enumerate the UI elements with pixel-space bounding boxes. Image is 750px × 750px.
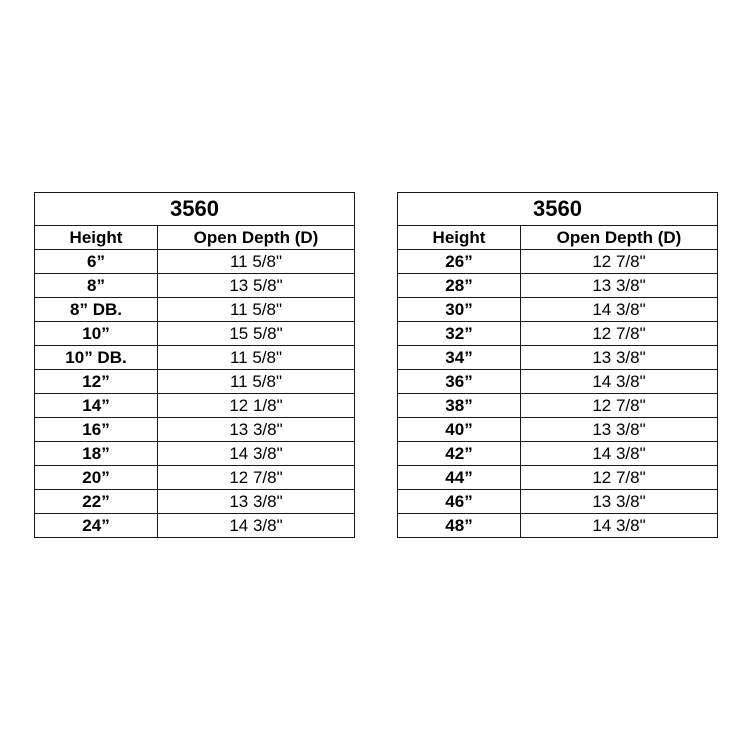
open-depth-cell: 12 7/8" bbox=[158, 466, 355, 490]
open-depth-cell: 14 3/8" bbox=[521, 514, 718, 538]
height-cell: 18” bbox=[35, 442, 158, 466]
open-depth-cell: 12 7/8" bbox=[521, 466, 718, 490]
height-cell: 8” bbox=[35, 274, 158, 298]
height-cell: 30” bbox=[398, 298, 521, 322]
table-row bbox=[398, 490, 718, 514]
table-row bbox=[35, 298, 355, 322]
table-row bbox=[35, 322, 355, 346]
table-row bbox=[35, 250, 355, 274]
open-depth-cell: 14 3/8" bbox=[521, 442, 718, 466]
table-row bbox=[35, 370, 355, 394]
height-cell: 40” bbox=[398, 418, 521, 442]
height-cell: 48” bbox=[398, 514, 521, 538]
table-row bbox=[398, 514, 718, 538]
table-row bbox=[35, 490, 355, 514]
height-cell: 34” bbox=[398, 346, 521, 370]
open-depth-cell: 14 3/8" bbox=[158, 442, 355, 466]
column-header-open-depth: Open Depth (D) bbox=[521, 226, 718, 250]
open-depth-cell: 11 5/8" bbox=[158, 298, 355, 322]
table-row bbox=[398, 442, 718, 466]
table-row bbox=[35, 274, 355, 298]
column-header-height: Height bbox=[398, 226, 521, 250]
height-cell: 42” bbox=[398, 442, 521, 466]
height-cell: 20” bbox=[35, 466, 158, 490]
height-cell: 36” bbox=[398, 370, 521, 394]
table-row bbox=[398, 394, 718, 418]
table-row bbox=[35, 442, 355, 466]
open-depth-cell: 11 5/8" bbox=[158, 250, 355, 274]
column-header-height: Height bbox=[35, 226, 158, 250]
table-row bbox=[35, 346, 355, 370]
open-depth-cell: 13 3/8" bbox=[521, 346, 718, 370]
open-depth-cell: 12 7/8" bbox=[521, 250, 718, 274]
open-depth-cell: 12 1/8" bbox=[158, 394, 355, 418]
spec-table-right bbox=[397, 192, 718, 538]
height-cell: 46” bbox=[398, 490, 521, 514]
height-cell: 44” bbox=[398, 466, 521, 490]
table-row bbox=[398, 322, 718, 346]
height-cell: 6” bbox=[35, 250, 158, 274]
table-row bbox=[398, 274, 718, 298]
height-cell: 10” DB. bbox=[35, 346, 158, 370]
table-row bbox=[398, 466, 718, 490]
open-depth-cell: 13 5/8" bbox=[158, 274, 355, 298]
height-cell: 38” bbox=[398, 394, 521, 418]
height-cell: 24” bbox=[35, 514, 158, 538]
height-cell: 28” bbox=[398, 274, 521, 298]
height-cell: 14” bbox=[35, 394, 158, 418]
open-depth-cell: 15 5/8" bbox=[158, 322, 355, 346]
open-depth-cell: 13 3/8" bbox=[521, 490, 718, 514]
spec-table-left bbox=[34, 192, 355, 538]
height-cell: 22” bbox=[35, 490, 158, 514]
height-cell: 16” bbox=[35, 418, 158, 442]
height-cell: 12” bbox=[35, 370, 158, 394]
table-title: 3560 bbox=[35, 193, 355, 226]
table-row bbox=[35, 394, 355, 418]
table-row bbox=[398, 346, 718, 370]
table-row bbox=[35, 466, 355, 490]
height-cell: 32” bbox=[398, 322, 521, 346]
open-depth-cell: 14 3/8" bbox=[158, 514, 355, 538]
open-depth-cell: 14 3/8" bbox=[521, 370, 718, 394]
open-depth-cell: 11 5/8" bbox=[158, 370, 355, 394]
open-depth-cell: 13 3/8" bbox=[158, 418, 355, 442]
height-cell: 8” DB. bbox=[35, 298, 158, 322]
table-row bbox=[398, 298, 718, 322]
height-cell: 10” bbox=[35, 322, 158, 346]
open-depth-cell: 13 3/8" bbox=[521, 418, 718, 442]
table-row bbox=[398, 418, 718, 442]
open-depth-cell: 14 3/8" bbox=[521, 298, 718, 322]
table-row bbox=[35, 514, 355, 538]
open-depth-cell: 11 5/8" bbox=[158, 346, 355, 370]
height-cell: 26” bbox=[398, 250, 521, 274]
table-row bbox=[398, 370, 718, 394]
table-row bbox=[35, 418, 355, 442]
table-title: 3560 bbox=[398, 193, 718, 226]
table-row bbox=[398, 250, 718, 274]
open-depth-cell: 13 3/8" bbox=[521, 274, 718, 298]
open-depth-cell: 12 7/8" bbox=[521, 322, 718, 346]
open-depth-cell: 12 7/8" bbox=[521, 394, 718, 418]
open-depth-cell: 13 3/8" bbox=[158, 490, 355, 514]
column-header-open-depth: Open Depth (D) bbox=[158, 226, 355, 250]
